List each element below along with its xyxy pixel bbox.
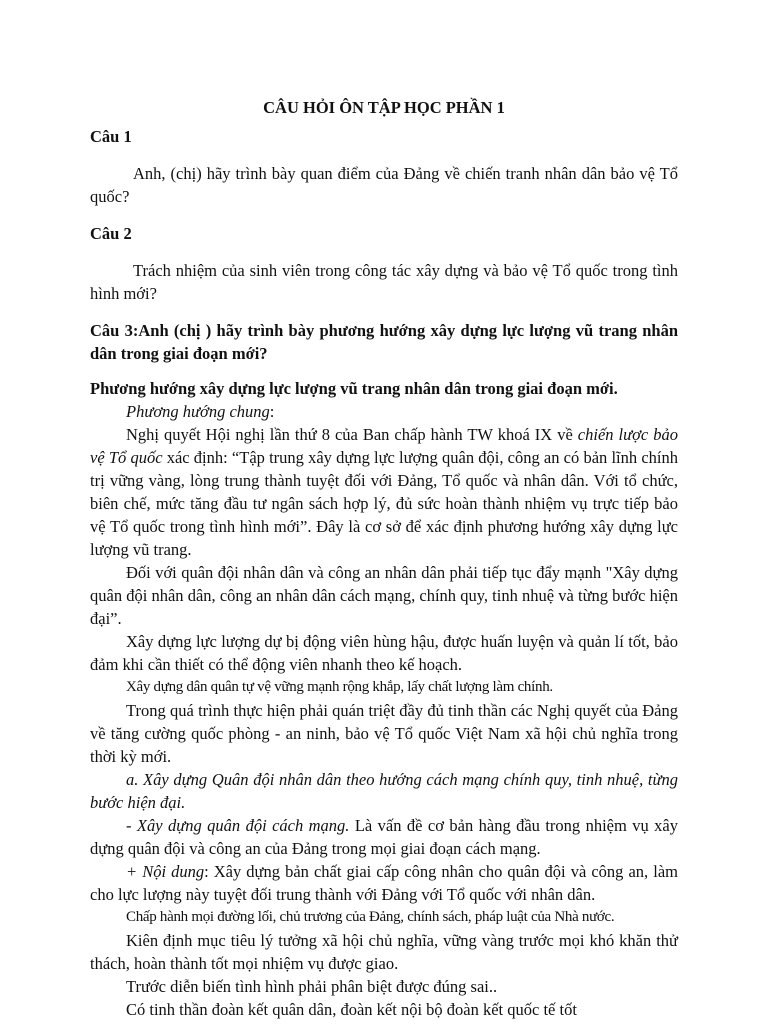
paragraph-8-a: + Nội dung xyxy=(126,862,205,881)
paragraph-7 xyxy=(90,814,678,860)
section-title: Phương hướng xây dựng lực lượng vũ trang nhân dân trong giai đoạn mới. xyxy=(90,379,618,398)
paragraph-6: a. Xây dựng Quân đội nhân dân theo hướng cách mạng chính quy, tinh nhuệ, từng bước hiện đại. xyxy=(90,770,678,812)
paragraph-12: Có tinh thần đoàn kết quân dân, đoàn kết nội bộ đoàn kết quốc tế tốt xyxy=(126,1000,577,1019)
paragraph-5: Trong quá trình thực hiện phải quán triệt đầy đủ tinh thần các Nghị quyết của Đảng về tăng cường quốc phòng - an ninh, bảo vệ Tổ quốc Việt Nam xã hội chủ nghĩa trong thời kỳ mới. xyxy=(90,701,678,766)
paragraph-7-b: Là vấn đề cơ bản hàng đầu trong nhiệm vụ xây dựng quân đội và công an của Đảng trong mọi giai đoạn cách mạng. xyxy=(90,816,679,858)
document-page xyxy=(90,96,678,1021)
paragraph-1-c: xác định: “Tập trung xây dựng lực lượng quân đội, công an có bản lĩnh chính trị vững vàng, lòng trung thành tuyệt đối với Đảng, Tổ quốc và nhân dân. Với tổ chức, biên chế, mức tăng đầu tư ngân sách hợp lý, đủ sức hoàn thành nhiệm vụ trực tiếp bảo vệ Tổ quốc trong tình hình mới”. Đây là cơ sở để xác định phương hướng xây dựng lực lượng vũ trang. xyxy=(90,448,678,559)
question-3-text: Câu 3:Anh (chị ) hãy trình bày phương hướng xây dựng lực lượng vũ trang nhân dân trong giai đoạn mới? xyxy=(90,321,678,363)
general-label-colon: : xyxy=(269,402,275,421)
paragraph-1 xyxy=(90,423,678,561)
document-title: CÂU HỎI ÔN TẬP HỌC PHẦN 1 xyxy=(263,98,505,117)
paragraph-7-a: - Xây dựng quân đội cách mạng. xyxy=(126,816,350,835)
general-label-text: Phương hướng chung xyxy=(126,402,270,421)
paragraph-11: Trước diễn biến tình hình phải phân biệt được đúng sai.. xyxy=(126,977,498,996)
question-2-text: Trách nhiệm của sinh viên trong công tác xây dựng và bảo vệ Tổ quốc trong tình hình mới? xyxy=(90,261,678,303)
paragraph-3: Xây dựng lực lượng dự bị động viên hùng hậu, được huấn luyện và quản lí tốt, bảo đảm khi cần thiết có thể động viên nhanh theo kế hoạch. xyxy=(90,632,678,674)
paragraph-1-b: chiến lược bảo vệ Tổ quốc xyxy=(90,425,678,467)
paragraph-10: Kiên định mục tiêu lý tưởng xã hội chủ nghĩa, vững vàng trước mọi khó khăn thử thách, hoàn thành tốt mọi nhiệm vụ được giao. xyxy=(90,931,678,973)
question-2-heading: Câu 2 xyxy=(90,224,132,243)
paragraph-8 xyxy=(90,860,678,906)
general-direction-label xyxy=(90,400,678,423)
paragraph-8-b: : Xây dựng bản chất giai cấp công nhân cho quân đội và công an, làm cho lực lượng này tuyệt đối trung thành với Đảng với Tổ quốc với nhân dân. xyxy=(90,862,678,904)
question-1-heading: Câu 1 xyxy=(90,127,132,146)
paragraph-4: Xây dựng dân quân tự vệ vững mạnh rộng khắp, lấy chất lượng làm chính. xyxy=(126,679,553,695)
paragraph-1-a: Nghị quyết Hội nghị lần thứ 8 của Ban chấp hành TW khoá IX về xyxy=(126,425,578,444)
question-1-text: Anh, (chị) hãy trình bày quan điểm của Đảng về chiến tranh nhân dân bảo vệ Tổ quốc? xyxy=(90,164,678,206)
paragraph-9: Chấp hành mọi đường lối, chủ trương của Đảng, chính sách, pháp luật của Nhà nước. xyxy=(126,909,615,925)
paragraph-2: Đối với quân đội nhân dân và công an nhân dân phải tiếp tục đẩy mạnh "Xây dựng quân đội nhân dân, công an nhân dân cách mạng, chính quy, tinh nhuệ và từng bước hiện đại”. xyxy=(90,563,678,628)
